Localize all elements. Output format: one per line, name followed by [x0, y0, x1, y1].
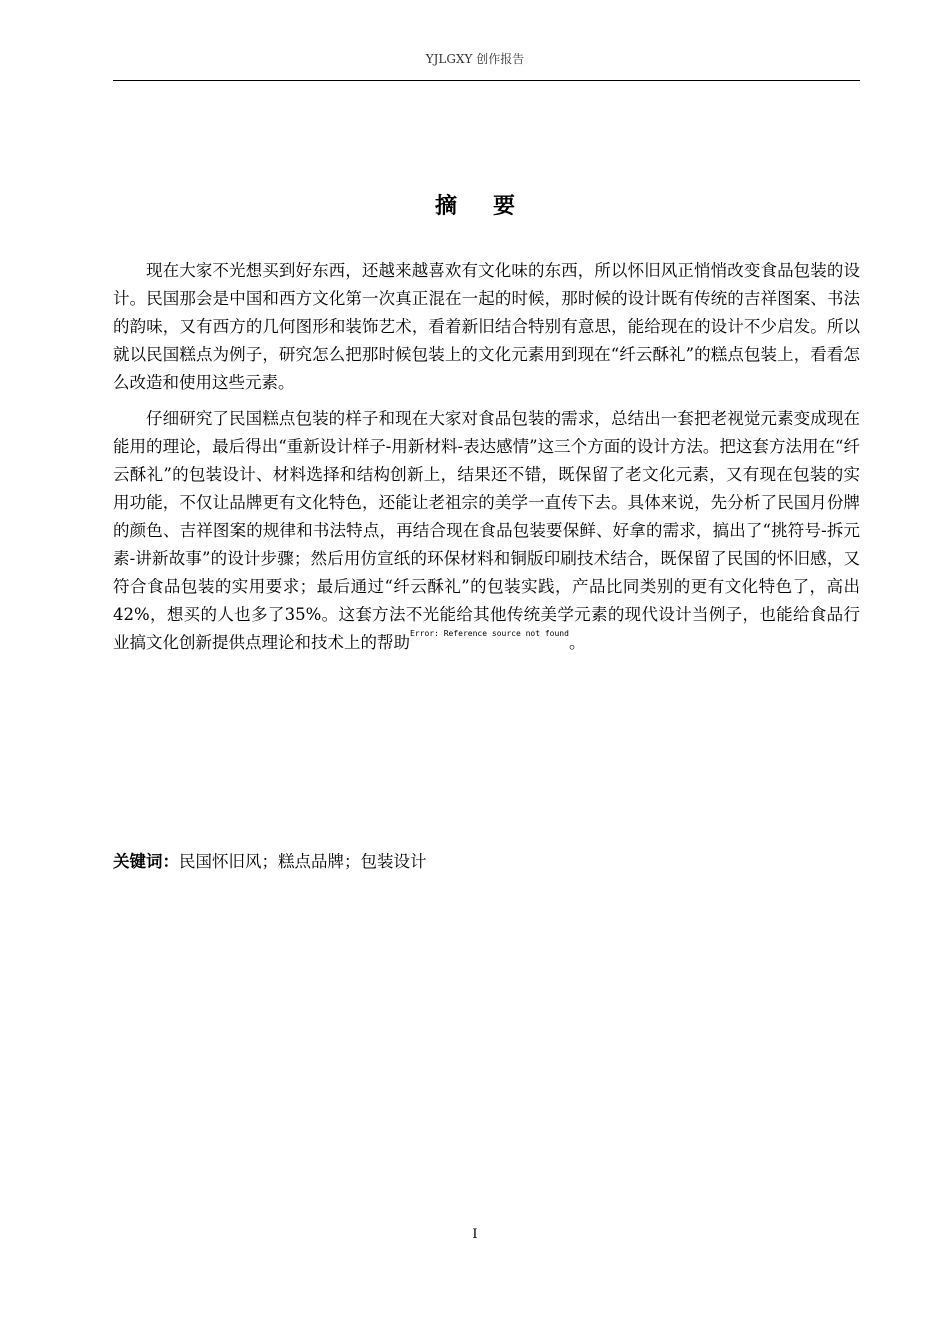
abstract-paragraph-1: 现在大家不光想买到好东西，还越来越喜欢有文化味的东西，所以怀旧风正悄悄改变食品包装的设计。民国那会是中国和西方文化第一次真正混在一起的时候，那时候的设计既有传统的吉祥图案、书法的韵味，又有西方的几何图形和装饰艺术，看着新旧结合特别有意思，能给现在的设计不少启发。所以就以民国糕点为例子，研究怎么把那时候包装上的文化元素用到现在“纤云酥礼”的糕点包装上，看看怎么改造和使用这些元素。 [113, 261, 860, 392]
page-header: YJLGXY 创作报告 [425, 52, 525, 66]
keywords-label: 关键词： [113, 852, 179, 871]
abstract-paragraph-2 [113, 405, 860, 657]
abstract-paragraph-2-text: 仔细研究了民国糕点包装的样子和现在大家对食品包装的需求，总结出一套把老视觉元素变成现在能用的理论，最后得出“重新设计样子-用新材料-表达感情”这三个方面的设计方法。把这套方法用在“纤云酥礼”的包装设计、材料选择和结构创新上，结果还不错，既保留了老文化元素，又有现在包装的实用功能，不仅让品牌更有文化特色，还能让老祖宗的美学一直传下去。具体来说，先分析了民国月份牌的颜色、吉祥图案的规律和书法特点，再结合现在食品包装要保鲜、好拿的需求，搞出了“挑符号-拆元素-讲新故事”的设计步骤；然后用仿宣纸的环保材料和铜版印刷技术结合，既保留了民国的怀旧感，又符合食品包装的实用要求；最后通过“纤云酥礼”的包装实践，产品比同类别的更有文化特色了，高出42%，想买的人也多了35%。这套方法不光能给其他传统美学元素的现代设计当例子，也能给食品行业搞文化创新提供点理论和技术上的帮助 [113, 409, 860, 652]
paragraph-end-mark: 。 [568, 633, 586, 652]
error-reference-note: Error: Reference source not found [410, 629, 569, 638]
page-number: I [472, 1227, 478, 1242]
abstract-body [113, 257, 860, 657]
header-divider [113, 80, 860, 81]
keywords-value: 民国怀旧风；糕点品牌；包装设计 [179, 852, 427, 871]
abstract-title: 摘要 [434, 194, 551, 219]
keywords-line [113, 848, 427, 872]
